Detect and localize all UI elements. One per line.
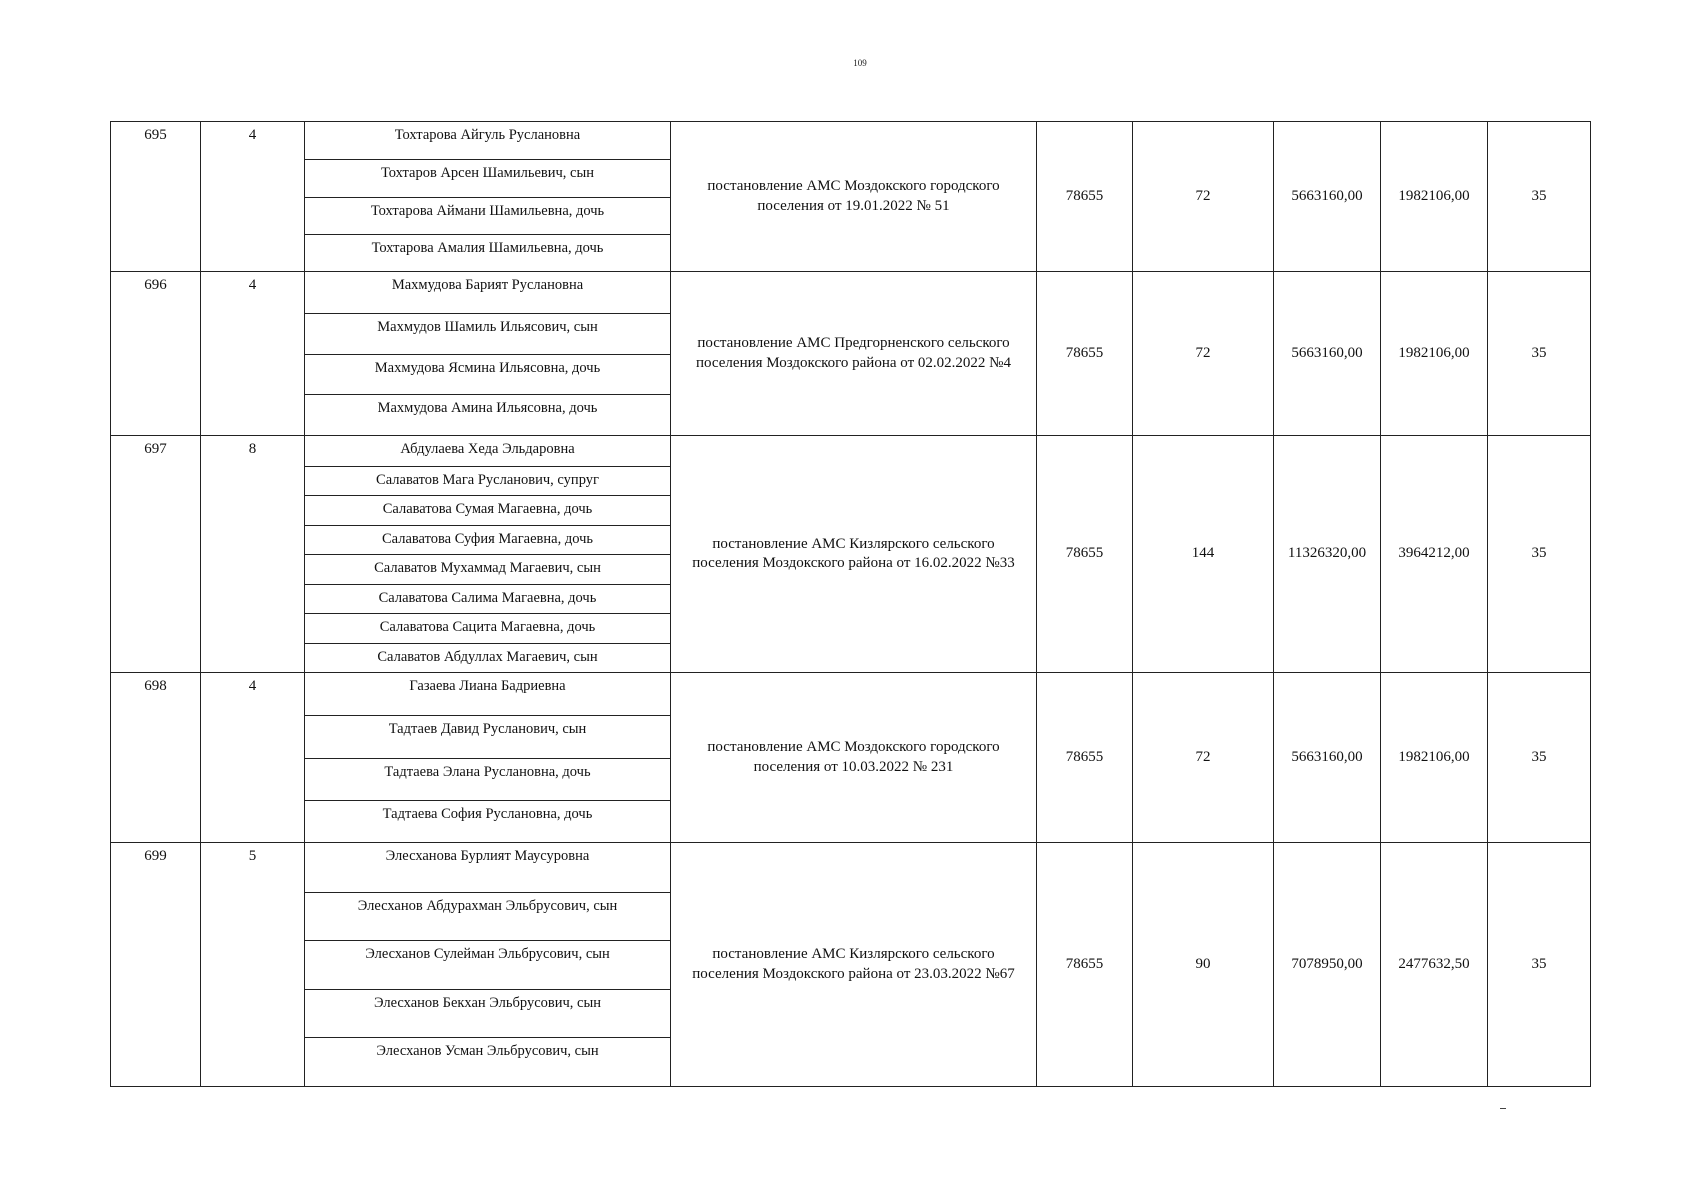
family-members-cell <box>305 272 671 436</box>
percent-cell: 35 <box>1488 122 1591 272</box>
payment-cell: 3964212,00 <box>1381 436 1488 673</box>
family-member-name: Газаева Лиана Бадриевна <box>409 678 566 694</box>
percent-cell: 35 <box>1488 272 1591 436</box>
family-member-name: Махмудова Барият Руслановна <box>391 277 584 293</box>
family-member-name: Тадтаева Элана Руслановна, дочь <box>305 758 670 800</box>
family-members-cell <box>305 843 671 1087</box>
area-cell: 144 <box>1133 436 1274 673</box>
family-member-name: Абдулаева Хеда Эльдаровна <box>400 441 575 457</box>
decree-cell: постановление АМС Моздокского городского поселения от 10.03.2022 № 231 <box>671 673 1037 843</box>
table-row <box>111 436 1591 673</box>
family-member-name: Салаватова Суфия Магаевна, дочь <box>305 525 670 555</box>
scan-mark <box>1500 1108 1506 1109</box>
family-members-list <box>305 122 670 271</box>
total-cost-cell: 7078950,00 <box>1274 843 1381 1087</box>
record-number-cell: 695 <box>111 122 201 272</box>
family-member-name: Салаватов Мухаммад Магаевич, сын <box>305 554 670 584</box>
family-size-cell: 5 <box>201 843 305 1087</box>
family-members-list <box>305 673 670 842</box>
percent-cell: 35 <box>1488 673 1591 843</box>
family-member-name: Элесханов Абдурахман Эльбрусович, сын <box>305 892 670 941</box>
total-cost-cell: 5663160,00 <box>1274 122 1381 272</box>
table-row <box>111 843 1591 1087</box>
area-cell: 72 <box>1133 272 1274 436</box>
payment-cell: 1982106,00 <box>1381 673 1488 843</box>
family-member-name: Махмудов Шамиль Ильясович, сын <box>305 313 670 354</box>
decree-cell: постановление АМС Кизлярского сельского поселения Моздокского района от 23.03.2022 №67 <box>671 843 1037 1087</box>
family-size-cell: 8 <box>201 436 305 673</box>
family-members-list <box>305 843 670 1086</box>
area-cell: 90 <box>1133 843 1274 1087</box>
total-cost-cell: 5663160,00 <box>1274 272 1381 436</box>
family-member-name: Салаватова Сумая Магаевна, дочь <box>305 495 670 525</box>
percent-cell: 35 <box>1488 436 1591 673</box>
family-member-name: Элесханова Бурлият Маусуровна <box>385 848 590 864</box>
family-member-name: Элесханов Бекхан Эльбрусович, сын <box>305 989 670 1038</box>
family-member-name: Тохтаров Арсен Шамильевич, сын <box>305 159 670 196</box>
family-size-cell: 4 <box>201 122 305 272</box>
record-number-cell: 698 <box>111 673 201 843</box>
price-per-m2-cell: 78655 <box>1037 843 1133 1087</box>
registry-body <box>111 122 1591 1087</box>
family-members-cell <box>305 673 671 843</box>
family-member-name: Салаватов Мага Русланович, супруг <box>305 466 670 496</box>
family-member-name: Тохтарова Айгуль Руслановна <box>394 127 581 143</box>
family-members-list <box>305 436 670 672</box>
table-row <box>111 673 1591 843</box>
payment-cell: 1982106,00 <box>1381 122 1488 272</box>
family-member-name: Тадтаев Давид Русланович, сын <box>305 715 670 757</box>
record-number-cell: 697 <box>111 436 201 673</box>
area-cell: 72 <box>1133 673 1274 843</box>
record-number-cell: 696 <box>111 272 201 436</box>
family-member-name: Тохтарова Аймани Шамильевна, дочь <box>305 197 670 234</box>
price-per-m2-cell: 78655 <box>1037 122 1133 272</box>
family-member-name: Элесханов Усман Эльбрусович, сын <box>305 1037 670 1086</box>
family-member-name: Элесханов Сулейман Эльбрусович, сын <box>305 940 670 989</box>
family-members-cell <box>305 436 671 673</box>
family-size-cell: 4 <box>201 272 305 436</box>
price-per-m2-cell: 78655 <box>1037 673 1133 843</box>
page-number: 109 <box>853 58 867 68</box>
family-member-name: Салаватова Салима Магаевна, дочь <box>305 584 670 614</box>
decree-cell: постановление АМС Предгорненского сельского поселения Моздокского района от 02.02.2022 №4 <box>671 272 1037 436</box>
record-number-cell: 699 <box>111 843 201 1087</box>
total-cost-cell: 11326320,00 <box>1274 436 1381 673</box>
family-member-name: Салаватова Сацита Магаевна, дочь <box>305 613 670 643</box>
payment-cell: 1982106,00 <box>1381 272 1488 436</box>
family-members-cell <box>305 122 671 272</box>
area-cell: 72 <box>1133 122 1274 272</box>
decree-cell: постановление АМС Кизлярского сельского поселения Моздокского района от 16.02.2022 №33 <box>671 436 1037 673</box>
family-member-name: Салаватов Абдуллах Магаевич, сын <box>305 643 670 673</box>
family-member-name: Тадтаева София Руслановна, дочь <box>305 800 670 842</box>
family-size-cell: 4 <box>201 673 305 843</box>
family-member-name: Махмудова Ясмина Ильясовна, дочь <box>305 354 670 395</box>
table-row <box>111 272 1591 436</box>
family-member-name: Махмудова Амина Ильясовна, дочь <box>305 394 670 435</box>
total-cost-cell: 5663160,00 <box>1274 673 1381 843</box>
registry-table <box>110 121 1591 1087</box>
decree-cell: постановление АМС Моздокского городского поселения от 19.01.2022 № 51 <box>671 122 1037 272</box>
family-members-list <box>305 272 670 435</box>
payment-cell: 2477632,50 <box>1381 843 1488 1087</box>
family-member-name: Тохтарова Амалия Шамильевна, дочь <box>305 234 670 271</box>
percent-cell: 35 <box>1488 843 1591 1087</box>
price-per-m2-cell: 78655 <box>1037 272 1133 436</box>
table-row <box>111 122 1591 272</box>
price-per-m2-cell: 78655 <box>1037 436 1133 673</box>
